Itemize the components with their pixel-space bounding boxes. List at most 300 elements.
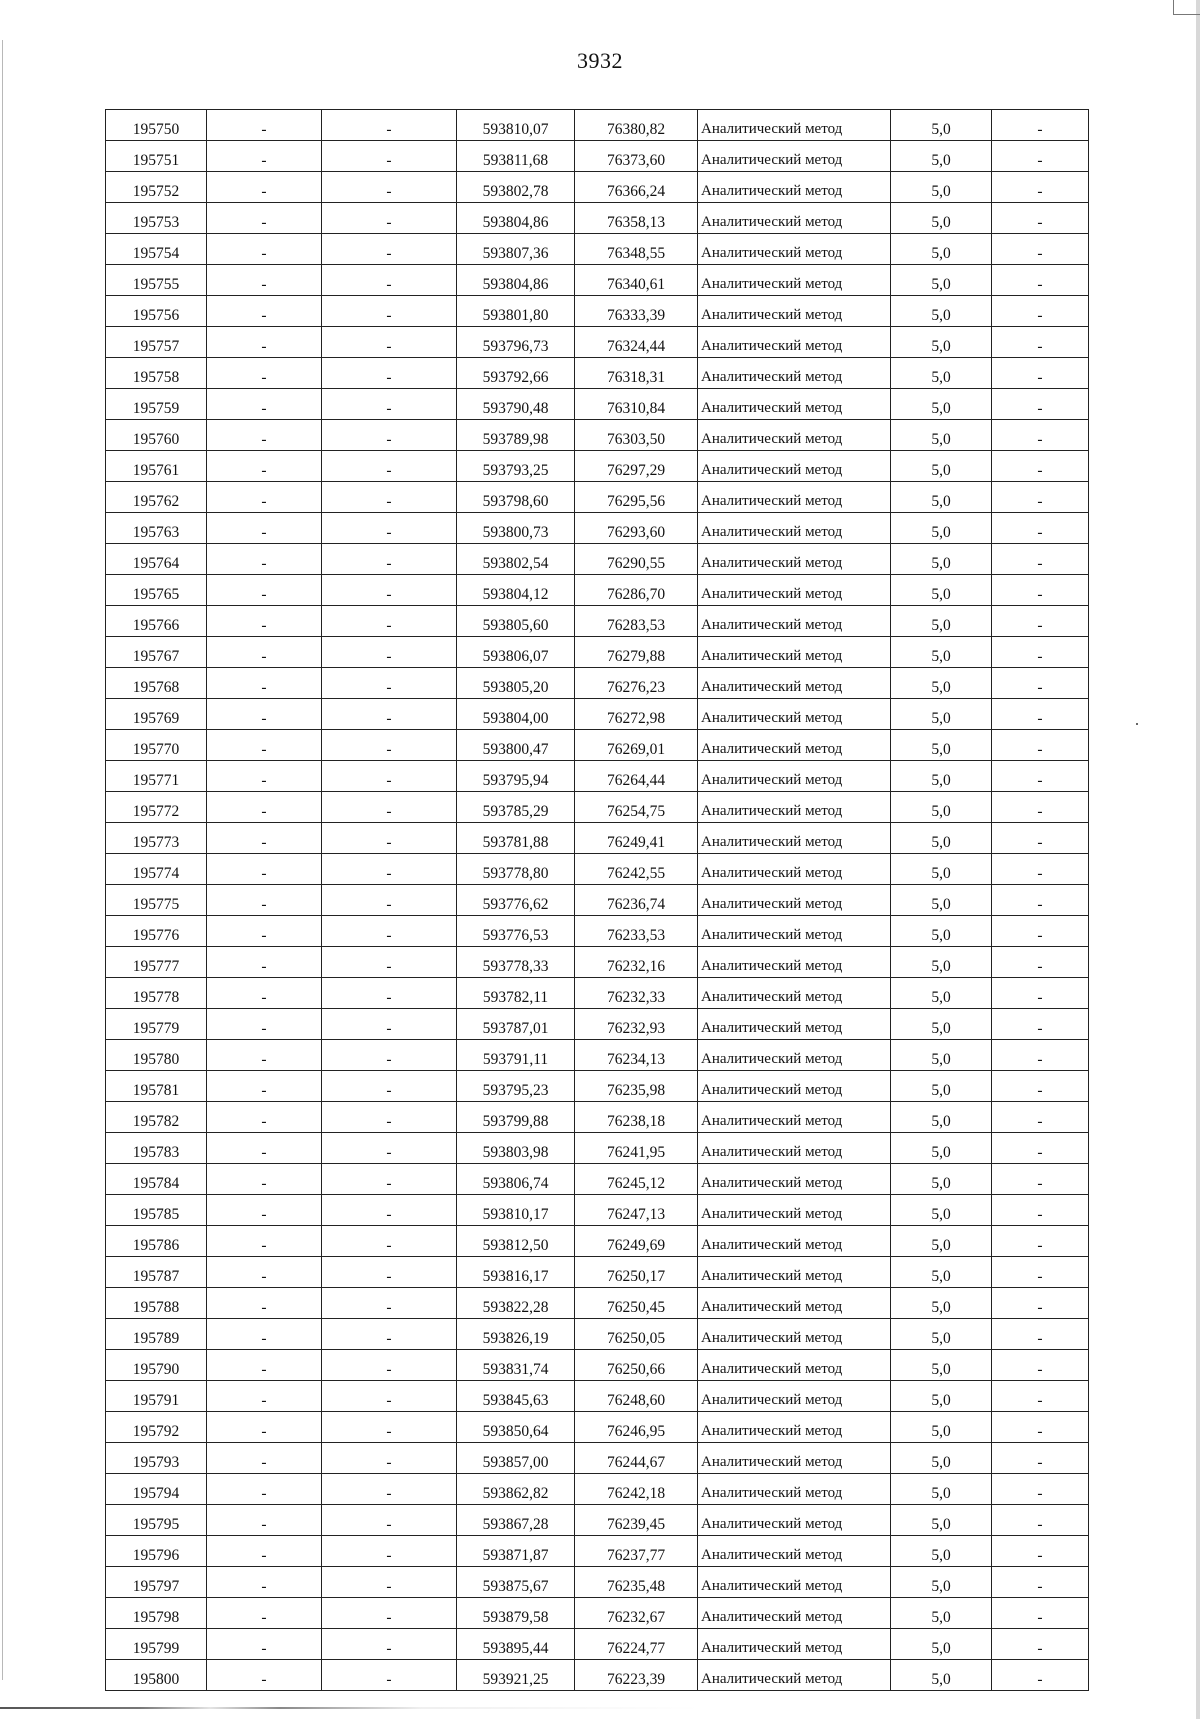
point-number-cell: 195779: [106, 1009, 207, 1040]
dash-cell-a: -: [207, 1257, 322, 1288]
dash-cell-b: -: [322, 1071, 457, 1102]
point-number-cell: 195752: [106, 172, 207, 203]
accuracy-cell: 5,0: [891, 885, 992, 916]
dash-cell-b: -: [322, 823, 457, 854]
dash-cell-c: -: [992, 1133, 1089, 1164]
x-coordinate-cell: 593805,20: [457, 668, 575, 699]
dash-cell-c: -: [992, 1195, 1089, 1226]
x-coordinate-cell: 593806,74: [457, 1164, 575, 1195]
point-number-cell: 195753: [106, 203, 207, 234]
table-row: [106, 1195, 1089, 1226]
point-number-cell: 195784: [106, 1164, 207, 1195]
accuracy-cell: 5,0: [891, 1660, 992, 1691]
x-coordinate-cell: 593798,60: [457, 482, 575, 513]
method-cell: Аналитический метод: [698, 389, 891, 420]
x-coordinate-cell: 593816,17: [457, 1257, 575, 1288]
method-cell: Аналитический метод: [698, 1505, 891, 1536]
dash-cell-c: -: [992, 1629, 1089, 1660]
dash-cell-b: -: [322, 141, 457, 172]
dash-cell-a: -: [207, 265, 322, 296]
point-number-cell: 195769: [106, 699, 207, 730]
scan-speck: [1136, 723, 1138, 725]
dash-cell-c: -: [992, 885, 1089, 916]
method-cell: Аналитический метод: [698, 1257, 891, 1288]
y-coordinate-cell: 76366,24: [575, 172, 698, 203]
x-coordinate-cell: 593801,80: [457, 296, 575, 327]
table-row: [106, 699, 1089, 730]
accuracy-cell: 5,0: [891, 637, 992, 668]
method-cell: Аналитический метод: [698, 854, 891, 885]
table-row: [106, 1629, 1089, 1660]
y-coordinate-cell: 76237,77: [575, 1536, 698, 1567]
point-number-cell: 195787: [106, 1257, 207, 1288]
dash-cell-c: -: [992, 1412, 1089, 1443]
table-row: [106, 141, 1089, 172]
accuracy-cell: 5,0: [891, 668, 992, 699]
dash-cell-a: -: [207, 792, 322, 823]
dash-cell-b: -: [322, 1412, 457, 1443]
point-number-cell: 195754: [106, 234, 207, 265]
dash-cell-c: -: [992, 265, 1089, 296]
y-coordinate-cell: 76242,18: [575, 1474, 698, 1505]
x-coordinate-cell: 593812,50: [457, 1226, 575, 1257]
table-row: [106, 823, 1089, 854]
point-number-cell: 195756: [106, 296, 207, 327]
accuracy-cell: 5,0: [891, 234, 992, 265]
dash-cell-b: -: [322, 172, 457, 203]
dash-cell-a: -: [207, 1350, 322, 1381]
accuracy-cell: 5,0: [891, 606, 992, 637]
dash-cell-b: -: [322, 637, 457, 668]
y-coordinate-cell: 76224,77: [575, 1629, 698, 1660]
dash-cell-c: -: [992, 1660, 1089, 1691]
y-coordinate-cell: 76264,44: [575, 761, 698, 792]
method-cell: Аналитический метод: [698, 792, 891, 823]
dash-cell-c: -: [992, 1474, 1089, 1505]
accuracy-cell: 5,0: [891, 1505, 992, 1536]
point-number-cell: 195793: [106, 1443, 207, 1474]
table-row: [106, 1536, 1089, 1567]
x-coordinate-cell: 593804,86: [457, 203, 575, 234]
dash-cell-b: -: [322, 1443, 457, 1474]
dash-cell-b: -: [322, 1133, 457, 1164]
table-row: [106, 978, 1089, 1009]
accuracy-cell: 5,0: [891, 761, 992, 792]
point-number-cell: 195763: [106, 513, 207, 544]
y-coordinate-cell: 76238,18: [575, 1102, 698, 1133]
method-cell: Аналитический метод: [698, 761, 891, 792]
dash-cell-b: -: [322, 1288, 457, 1319]
method-cell: Аналитический метод: [698, 1474, 891, 1505]
accuracy-cell: 5,0: [891, 1040, 992, 1071]
accuracy-cell: 5,0: [891, 978, 992, 1009]
accuracy-cell: 5,0: [891, 823, 992, 854]
method-cell: Аналитический метод: [698, 482, 891, 513]
x-coordinate-cell: 593787,01: [457, 1009, 575, 1040]
dash-cell-b: -: [322, 854, 457, 885]
accuracy-cell: 5,0: [891, 544, 992, 575]
method-cell: Аналитический метод: [698, 885, 891, 916]
table-row: [106, 761, 1089, 792]
y-coordinate-cell: 76295,56: [575, 482, 698, 513]
dash-cell-a: -: [207, 358, 322, 389]
table-row: [106, 1009, 1089, 1040]
dash-cell-b: -: [322, 947, 457, 978]
dash-cell-c: -: [992, 1381, 1089, 1412]
point-number-cell: 195766: [106, 606, 207, 637]
x-coordinate-cell: 593802,54: [457, 544, 575, 575]
table-row: [106, 203, 1089, 234]
y-coordinate-cell: 76272,98: [575, 699, 698, 730]
dash-cell-c: -: [992, 978, 1089, 1009]
point-number-cell: 195789: [106, 1319, 207, 1350]
table-row: [106, 1040, 1089, 1071]
point-number-cell: 195774: [106, 854, 207, 885]
dash-cell-a: -: [207, 1567, 322, 1598]
dash-cell-a: -: [207, 327, 322, 358]
table-row: [106, 1257, 1089, 1288]
point-number-cell: 195772: [106, 792, 207, 823]
point-number-cell: 195775: [106, 885, 207, 916]
y-coordinate-cell: 76232,16: [575, 947, 698, 978]
table-row: [106, 110, 1089, 141]
table-row: [106, 296, 1089, 327]
y-coordinate-cell: 76235,98: [575, 1071, 698, 1102]
point-number-cell: 195780: [106, 1040, 207, 1071]
y-coordinate-cell: 76235,48: [575, 1567, 698, 1598]
dash-cell-c: -: [992, 358, 1089, 389]
accuracy-cell: 5,0: [891, 141, 992, 172]
method-cell: Аналитический метод: [698, 575, 891, 606]
dash-cell-c: -: [992, 947, 1089, 978]
method-cell: Аналитический метод: [698, 1319, 891, 1350]
dash-cell-c: -: [992, 916, 1089, 947]
dash-cell-a: -: [207, 110, 322, 141]
x-coordinate-cell: 593795,94: [457, 761, 575, 792]
accuracy-cell: 5,0: [891, 482, 992, 513]
dash-cell-c: -: [992, 575, 1089, 606]
x-coordinate-cell: 593921,25: [457, 1660, 575, 1691]
dash-cell-b: -: [322, 1505, 457, 1536]
y-coordinate-cell: 76333,39: [575, 296, 698, 327]
dash-cell-b: -: [322, 1040, 457, 1071]
point-number-cell: 195800: [106, 1660, 207, 1691]
y-coordinate-cell: 76244,67: [575, 1443, 698, 1474]
method-cell: Аналитический метод: [698, 172, 891, 203]
x-coordinate-cell: 593778,33: [457, 947, 575, 978]
y-coordinate-cell: 76293,60: [575, 513, 698, 544]
dash-cell-b: -: [322, 1319, 457, 1350]
dash-cell-a: -: [207, 1629, 322, 1660]
dash-cell-a: -: [207, 978, 322, 1009]
dash-cell-b: -: [322, 513, 457, 544]
x-coordinate-cell: 593799,88: [457, 1102, 575, 1133]
method-cell: Аналитический метод: [698, 1412, 891, 1443]
accuracy-cell: 5,0: [891, 947, 992, 978]
dash-cell-a: -: [207, 1164, 322, 1195]
dash-cell-c: -: [992, 451, 1089, 482]
y-coordinate-cell: 76380,82: [575, 110, 698, 141]
table-row: [106, 1381, 1089, 1412]
dash-cell-a: -: [207, 482, 322, 513]
table-row: [106, 575, 1089, 606]
table-row: [106, 792, 1089, 823]
point-number-cell: 195765: [106, 575, 207, 606]
method-cell: Аналитический метод: [698, 606, 891, 637]
accuracy-cell: 5,0: [891, 1164, 992, 1195]
y-coordinate-cell: 76246,95: [575, 1412, 698, 1443]
y-coordinate-cell: 76242,55: [575, 854, 698, 885]
method-cell: Аналитический метод: [698, 1071, 891, 1102]
y-coordinate-cell: 76324,44: [575, 327, 698, 358]
scan-right-edge: [1196, 0, 1200, 1719]
y-coordinate-cell: 76254,75: [575, 792, 698, 823]
accuracy-cell: 5,0: [891, 420, 992, 451]
y-coordinate-cell: 76236,74: [575, 885, 698, 916]
dash-cell-c: -: [992, 110, 1089, 141]
dash-cell-b: -: [322, 327, 457, 358]
dash-cell-a: -: [207, 513, 322, 544]
method-cell: Аналитический метод: [698, 1350, 891, 1381]
dash-cell-c: -: [992, 606, 1089, 637]
point-number-cell: 195798: [106, 1598, 207, 1629]
x-coordinate-cell: 593804,86: [457, 265, 575, 296]
table-row: [106, 916, 1089, 947]
point-number-cell: 195799: [106, 1629, 207, 1660]
table-row: [106, 1443, 1089, 1474]
accuracy-cell: 5,0: [891, 1536, 992, 1567]
y-coordinate-cell: 76276,23: [575, 668, 698, 699]
dash-cell-b: -: [322, 451, 457, 482]
dash-cell-b: -: [322, 1009, 457, 1040]
accuracy-cell: 5,0: [891, 1319, 992, 1350]
dash-cell-a: -: [207, 668, 322, 699]
dash-cell-c: -: [992, 823, 1089, 854]
dash-cell-b: -: [322, 420, 457, 451]
accuracy-cell: 5,0: [891, 1288, 992, 1319]
y-coordinate-cell: 76279,88: [575, 637, 698, 668]
dash-cell-c: -: [992, 1567, 1089, 1598]
x-coordinate-cell: 593867,28: [457, 1505, 575, 1536]
x-coordinate-cell: 593871,87: [457, 1536, 575, 1567]
y-coordinate-cell: 76233,53: [575, 916, 698, 947]
dash-cell-c: -: [992, 854, 1089, 885]
method-cell: Аналитический метод: [698, 451, 891, 482]
accuracy-cell: 5,0: [891, 1443, 992, 1474]
dash-cell-b: -: [322, 885, 457, 916]
table-row: [106, 1164, 1089, 1195]
dash-cell-a: -: [207, 1412, 322, 1443]
dash-cell-a: -: [207, 854, 322, 885]
method-cell: Аналитический метод: [698, 668, 891, 699]
dash-cell-b: -: [322, 761, 457, 792]
point-number-cell: 195767: [106, 637, 207, 668]
accuracy-cell: 5,0: [891, 265, 992, 296]
dash-cell-a: -: [207, 1195, 322, 1226]
point-number-cell: 195757: [106, 327, 207, 358]
dash-cell-a: -: [207, 296, 322, 327]
method-cell: Аналитический метод: [698, 327, 891, 358]
point-number-cell: 195755: [106, 265, 207, 296]
table-row: [106, 1660, 1089, 1691]
method-cell: Аналитический метод: [698, 544, 891, 575]
accuracy-cell: 5,0: [891, 1567, 992, 1598]
table-row: [106, 1412, 1089, 1443]
dash-cell-c: -: [992, 1536, 1089, 1567]
table-row: [106, 544, 1089, 575]
point-number-cell: 195773: [106, 823, 207, 854]
dash-cell-a: -: [207, 1505, 322, 1536]
dash-cell-b: -: [322, 606, 457, 637]
x-coordinate-cell: 593857,00: [457, 1443, 575, 1474]
table-row: [106, 1319, 1089, 1350]
x-coordinate-cell: 593807,36: [457, 234, 575, 265]
y-coordinate-cell: 76340,61: [575, 265, 698, 296]
dash-cell-a: -: [207, 1288, 322, 1319]
method-cell: Аналитический метод: [698, 1660, 891, 1691]
method-cell: Аналитический метод: [698, 1536, 891, 1567]
y-coordinate-cell: 76223,39: [575, 1660, 698, 1691]
dash-cell-c: -: [992, 513, 1089, 544]
dash-cell-b: -: [322, 916, 457, 947]
x-coordinate-cell: 593778,80: [457, 854, 575, 885]
method-cell: Аналитический метод: [698, 699, 891, 730]
y-coordinate-cell: 76250,66: [575, 1350, 698, 1381]
x-coordinate-cell: 593810,07: [457, 110, 575, 141]
dash-cell-a: -: [207, 141, 322, 172]
y-coordinate-cell: 76269,01: [575, 730, 698, 761]
table-row: [106, 854, 1089, 885]
method-cell: Аналитический метод: [698, 141, 891, 172]
dash-cell-a: -: [207, 451, 322, 482]
y-coordinate-cell: 76232,33: [575, 978, 698, 1009]
dash-cell-b: -: [322, 1350, 457, 1381]
dash-cell-a: -: [207, 761, 322, 792]
point-number-cell: 195781: [106, 1071, 207, 1102]
table-row: [106, 358, 1089, 389]
method-cell: Аналитический метод: [698, 1040, 891, 1071]
x-coordinate-cell: 593822,28: [457, 1288, 575, 1319]
x-coordinate-cell: 593831,74: [457, 1350, 575, 1381]
x-coordinate-cell: 593850,64: [457, 1412, 575, 1443]
dash-cell-c: -: [992, 1102, 1089, 1133]
dash-cell-b: -: [322, 1257, 457, 1288]
x-coordinate-cell: 593862,82: [457, 1474, 575, 1505]
dash-cell-b: -: [322, 234, 457, 265]
x-coordinate-cell: 593800,47: [457, 730, 575, 761]
dash-cell-c: -: [992, 234, 1089, 265]
dash-cell-a: -: [207, 1536, 322, 1567]
scan-corner-mark: [1173, 0, 1200, 15]
dash-cell-b: -: [322, 1598, 457, 1629]
dash-cell-a: -: [207, 1226, 322, 1257]
scan-left-edge: [2, 40, 3, 1680]
y-coordinate-cell: 76249,69: [575, 1226, 698, 1257]
dash-cell-b: -: [322, 1474, 457, 1505]
dash-cell-b: -: [322, 296, 457, 327]
x-coordinate-cell: 593792,66: [457, 358, 575, 389]
dash-cell-b: -: [322, 110, 457, 141]
x-coordinate-cell: 593776,53: [457, 916, 575, 947]
y-coordinate-cell: 76232,93: [575, 1009, 698, 1040]
method-cell: Аналитический метод: [698, 234, 891, 265]
table-row: [106, 482, 1089, 513]
point-number-cell: 195791: [106, 1381, 207, 1412]
point-number-cell: 195751: [106, 141, 207, 172]
method-cell: Аналитический метод: [698, 265, 891, 296]
dash-cell-c: -: [992, 1009, 1089, 1040]
y-coordinate-cell: 76250,17: [575, 1257, 698, 1288]
dash-cell-b: -: [322, 544, 457, 575]
table-row: [106, 1226, 1089, 1257]
dash-cell-a: -: [207, 885, 322, 916]
table-row: [106, 1474, 1089, 1505]
table-row: [106, 420, 1089, 451]
dash-cell-c: -: [992, 730, 1089, 761]
dash-cell-b: -: [322, 1536, 457, 1567]
dash-cell-a: -: [207, 947, 322, 978]
x-coordinate-cell: 593875,67: [457, 1567, 575, 1598]
table-body: [106, 110, 1089, 1691]
dash-cell-c: -: [992, 203, 1089, 234]
point-number-cell: 195797: [106, 1567, 207, 1598]
method-cell: Аналитический метод: [698, 1195, 891, 1226]
accuracy-cell: 5,0: [891, 110, 992, 141]
y-coordinate-cell: 76318,31: [575, 358, 698, 389]
dash-cell-a: -: [207, 389, 322, 420]
table-row: [106, 1102, 1089, 1133]
dash-cell-a: -: [207, 420, 322, 451]
dash-cell-b: -: [322, 482, 457, 513]
dash-cell-c: -: [992, 761, 1089, 792]
dash-cell-c: -: [992, 1288, 1089, 1319]
accuracy-cell: 5,0: [891, 1350, 992, 1381]
accuracy-cell: 5,0: [891, 1195, 992, 1226]
page-number: 3932: [577, 48, 623, 73]
dash-cell-c: -: [992, 668, 1089, 699]
dash-cell-b: -: [322, 1629, 457, 1660]
x-coordinate-cell: 593790,48: [457, 389, 575, 420]
accuracy-cell: 5,0: [891, 1598, 992, 1629]
dash-cell-a: -: [207, 234, 322, 265]
dash-cell-b: -: [322, 730, 457, 761]
dash-cell-a: -: [207, 730, 322, 761]
x-coordinate-cell: 593804,00: [457, 699, 575, 730]
point-number-cell: 195785: [106, 1195, 207, 1226]
dash-cell-a: -: [207, 1133, 322, 1164]
point-number-cell: 195783: [106, 1133, 207, 1164]
dash-cell-b: -: [322, 203, 457, 234]
dash-cell-b: -: [322, 1195, 457, 1226]
x-coordinate-cell: 593796,73: [457, 327, 575, 358]
point-number-cell: 195788: [106, 1288, 207, 1319]
y-coordinate-cell: 76358,13: [575, 203, 698, 234]
method-cell: Аналитический метод: [698, 420, 891, 451]
dash-cell-c: -: [992, 1257, 1089, 1288]
method-cell: Аналитический метод: [698, 1629, 891, 1660]
table-row: [106, 513, 1089, 544]
method-cell: Аналитический метод: [698, 1443, 891, 1474]
dash-cell-a: -: [207, 1319, 322, 1350]
y-coordinate-cell: 76247,13: [575, 1195, 698, 1226]
y-coordinate-cell: 76348,55: [575, 234, 698, 265]
table-row: [106, 885, 1089, 916]
accuracy-cell: 5,0: [891, 358, 992, 389]
accuracy-cell: 5,0: [891, 1226, 992, 1257]
point-number-cell: 195758: [106, 358, 207, 389]
point-number-cell: 195792: [106, 1412, 207, 1443]
dash-cell-c: -: [992, 389, 1089, 420]
